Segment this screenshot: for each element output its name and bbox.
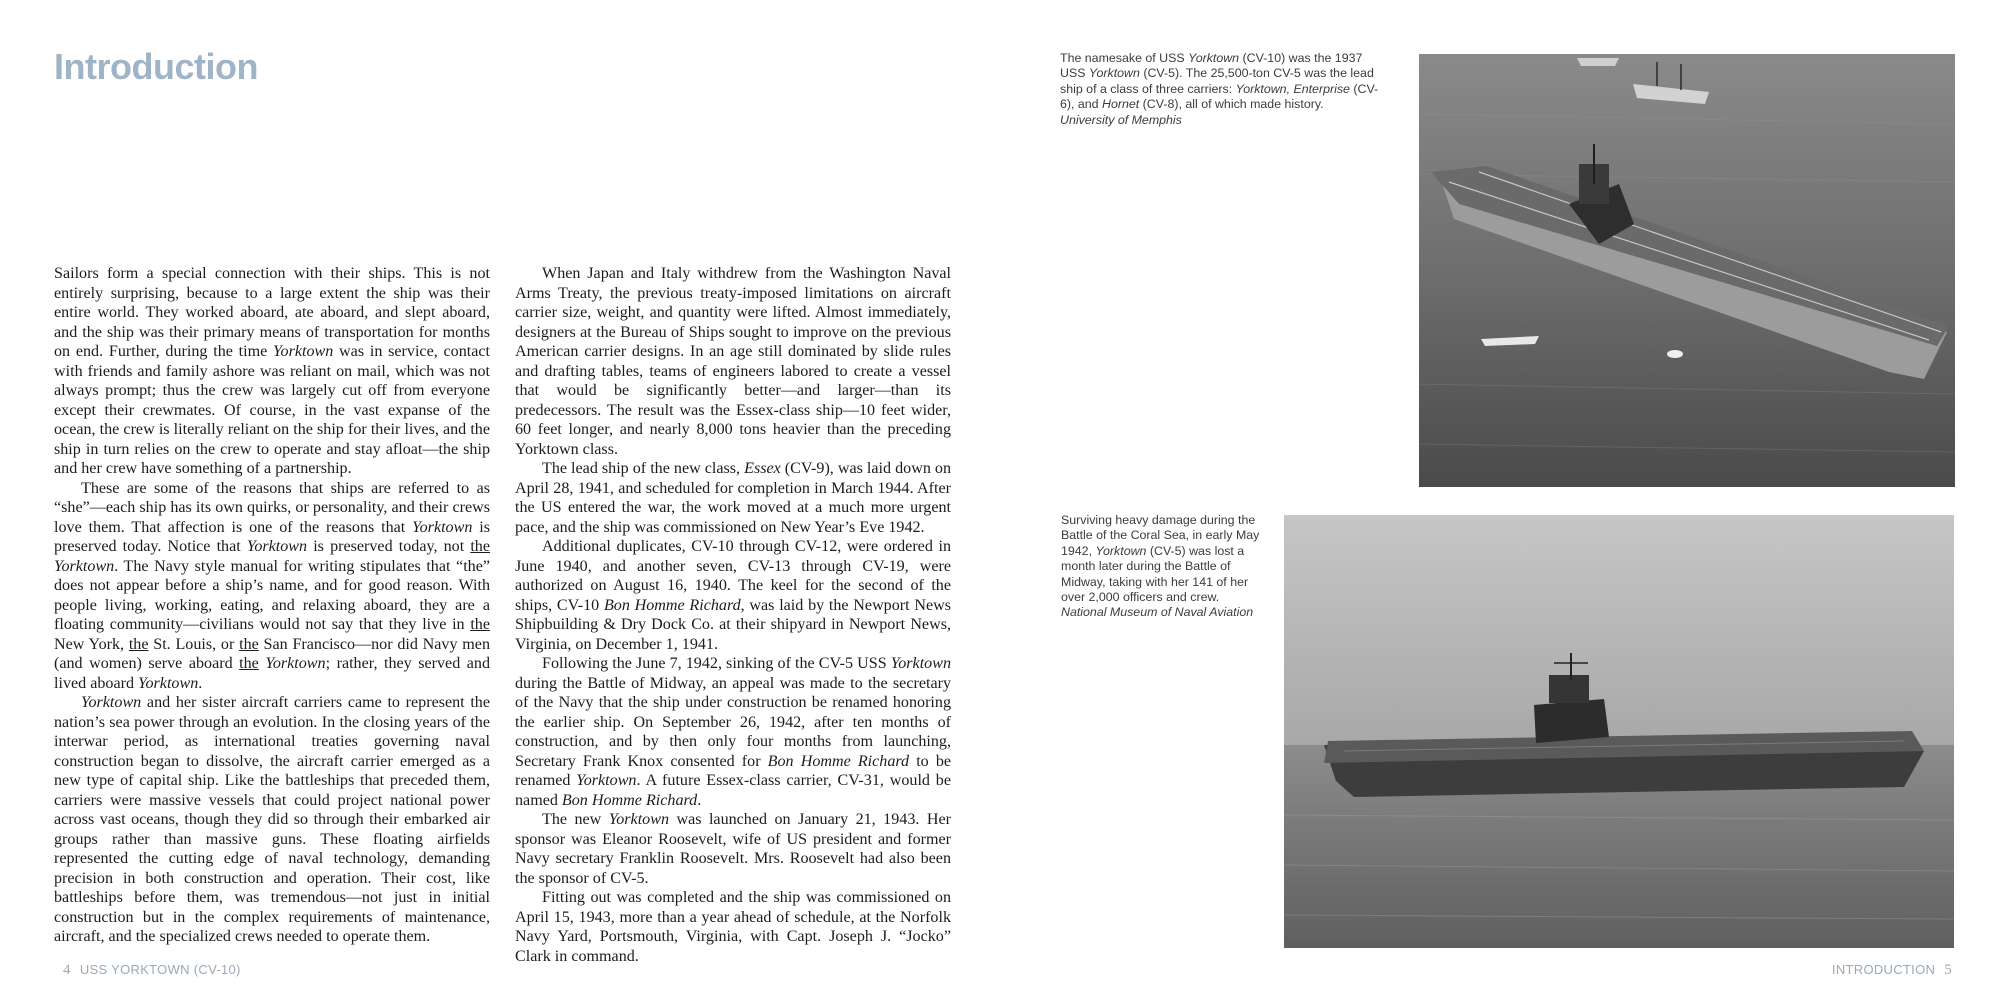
folio-left: [63, 962, 241, 979]
folio-right: [1832, 962, 1952, 979]
paragraph: The lead ship of the new class, Essex (CV-9), was laid down on April 28, 1941, and scheduled for completion in March 1944. After the US entered the war, the work moved at a much more urgent pace, and the ship was commissioned on New Year’s Eve 1942.: [515, 460, 951, 536]
photo-carrier-damaged: [1284, 515, 1954, 948]
photo-credit: University of Memphis: [1060, 112, 1182, 127]
page-number: 5: [1944, 962, 1952, 978]
running-head: INTRODUCTION: [1831, 962, 1936, 977]
paragraph: These are some of the reasons that ships are referred to as “she”—each ship has its own quirks, or personality, and their crews love them. That affection is one of the reasons that Yorktown is preserved today. Notice that Yorktown is preserved today, not the Yorktown. The Navy style manual for writing stipulates that “the” does not appear before a ship’s name, and for good reason. With people living, working, eating, and relaxing aboard, they are a floating community—civilians would not say that they live in the New York, the St. Louis, or the San Francisco—nor did Navy men (and women) serve aboard the Yorktown; rather, they served and lived aboard Yorktown.: [54, 479, 490, 692]
photo-credit: National Museum of Naval Aviation: [1061, 605, 1254, 620]
paragraph: When Japan and Italy withdrew from the Washington Naval Arms Treaty, the previous treaty-imposed limitations on aircraft carrier size, weight, and quantity were lifted. Almost immediately, designers at the Bureau of Ships sought to improve on the previous American carrier designs. In an age still dominated by slide rules and drafting tables, teams of engineers labored to create a vessel that would be significantly better—and larger—than its predecessors. The result was the Essex-class ship—10 feet wider, 60 feet longer, and nearly 8,000 tons heavier than the preceding Yorktown class.: [515, 265, 951, 458]
running-head: USS YORKTOWN (CV-10): [79, 962, 241, 977]
photo-caption-1: The namesake of USS Yorktown (CV-10) was the 1937 USS Yorktown (CV-5). The 25,500-ton CV-5 was the lead ship of a class of three carriers: Yorktown, Enterprise (CV-6), and Hornet (CV-8), all of which made history. University of Memphis: [1060, 51, 1379, 127]
paragraph: The new Yorktown was launched on January 21, 1943. Her sponsor was Eleanor Roosevelt, wife of US president and former Navy secretary Franklin Roosevelt. Mrs. Roosevelt had also been the sponsor of CV-5.: [515, 811, 951, 887]
paragraph: Following the June 7, 1942, sinking of the CV-5 USS Yorktown during the Battle of Midway, an appeal was made to the secretary of the Navy that the ship under construction be renamed honoring the earlier ship. On September 26, 1942, after ten months of construction, and by then only four months from launching, Secretary Frank Knox consented for Bon Homme Richard to be renamed Yorktown. A future Essex-class carrier, CV-31, would be named Bon Homme Richard.: [515, 655, 952, 809]
paragraph: Sailors form a special connection with their ships. This is not entirely surprising, because to a large extent the ship was their entire world. They worked aboard, ate aboard, and slept aboard, and the ship was their primary means of transportation for months on end. Further, during the time Yorktown was in service, contact with friends and family ashore was reliant on mail, which was not always prompt; thus the crew was largely cut off from everyone except their crewmates. Of course, in the vast expanse of the ocean, the crew is literally reliant on the ship for their lives, and the ship in turn relies on the crew to operate and stay afloat—the ship and her crew have something of a partnership.: [54, 265, 490, 477]
text-column-2: [515, 264, 951, 966]
text-column-1: [54, 264, 490, 947]
chapter-title: Introduction: [54, 46, 258, 87]
paragraph: Additional duplicates, CV-10 through CV-12, were ordered in June 1940, and another seven, CV-13 through CV-19, were authorized on August 16, 1940. The keel for the second of the ships, CV-10 Bon Homme Richard, was laid by the Newport News Shipbuilding & Dry Dock Co. at their shipyard in Newport News, Virginia, on December 1, 1941.: [515, 538, 952, 653]
page-number: 4: [63, 962, 71, 978]
photo-carrier-anchored: [1419, 54, 1955, 487]
paragraph: Fitting out was completed and the ship was commissioned on April 15, 1943, more than a year ahead of schedule, at the Norfolk Navy Yard, Portsmouth, Virginia, with Capt. Joseph J. “Jocko” Clark in command.: [515, 889, 951, 965]
right-page: [1000, 0, 2000, 999]
photo-caption-2: Surviving heavy damage during the Battle of the Coral Sea, in early May 1942, Yorktown (CV-5) was lost a month later during the Battle of Midway, taking with her 141 of her over 2,000 officers and crew. National Museum of Naval Aviation: [1061, 513, 1260, 620]
paragraph: Yorktown and her sister aircraft carriers came to represent the nation’s sea power through an evolution. In the closing years of the interwar period, as international treaties governing naval construction began to dissolve, the aircraft carrier emerged as a new type of capital ship. Like the battleships that preceded them, carriers were massive vessels that could project national power across vast oceans, though they did so through their embarked air groups rather than massive guns. These floating airfields represented the cutting edge of naval technology, demanding precision in both construction and operation. Their cost, like battleships before them, was tremendous—not just in initial construction but in the complex requirements of maintenance, aircraft, and the specialized crews needed to operate them.: [54, 694, 490, 945]
